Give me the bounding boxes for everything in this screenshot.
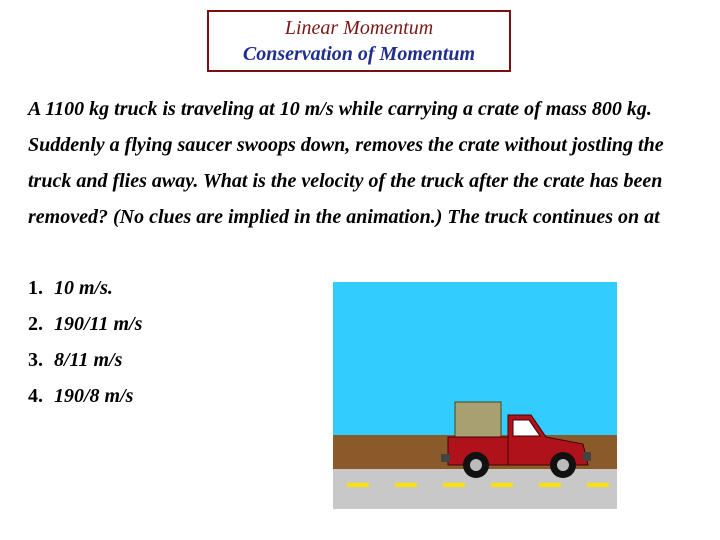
front-hubcap xyxy=(557,459,569,471)
road-mark xyxy=(587,483,609,487)
road-mark xyxy=(347,483,369,487)
road-mark xyxy=(491,483,513,487)
answer-text: 8/11 m/s xyxy=(54,349,123,371)
answer-option-4[interactable] xyxy=(28,378,142,414)
answer-number: 4. xyxy=(28,385,43,407)
answer-number: 3. xyxy=(28,349,43,371)
answer-text: 190/8 m/s xyxy=(54,385,134,407)
question-text: A 1100 kg truck is traveling at 10 m/s while carrying a crate of mass 800 kg. Suddenly a flying saucer swoops down, removes the crate without jostling the truck and flies away. What is the velocity of the truck after the crate has been removed? (No clues are implied in the animation.) The truck continues on at xyxy=(28,98,664,228)
answer-number: 2. xyxy=(28,313,43,335)
front-bumper xyxy=(583,452,591,461)
answer-option-2[interactable] xyxy=(28,306,142,342)
road-mark xyxy=(539,483,561,487)
answer-text: 190/11 m/s xyxy=(54,313,143,335)
title-linear-momentum: Linear Momentum xyxy=(284,17,434,39)
title-conservation-of-momentum: Conservation of Momentum xyxy=(242,43,476,65)
truck-animation-scene xyxy=(333,282,617,509)
rear-hubcap xyxy=(470,459,482,471)
answer-option-3[interactable] xyxy=(28,342,142,378)
answer-list xyxy=(28,270,142,414)
answer-option-1[interactable] xyxy=(28,270,142,306)
answer-text: 10 m/s. xyxy=(54,277,113,299)
rear-bumper xyxy=(441,454,450,462)
title-box xyxy=(207,10,511,72)
answer-number: 1. xyxy=(28,277,43,299)
road-mark xyxy=(395,483,417,487)
crate xyxy=(455,402,501,437)
road-mark xyxy=(443,483,465,487)
